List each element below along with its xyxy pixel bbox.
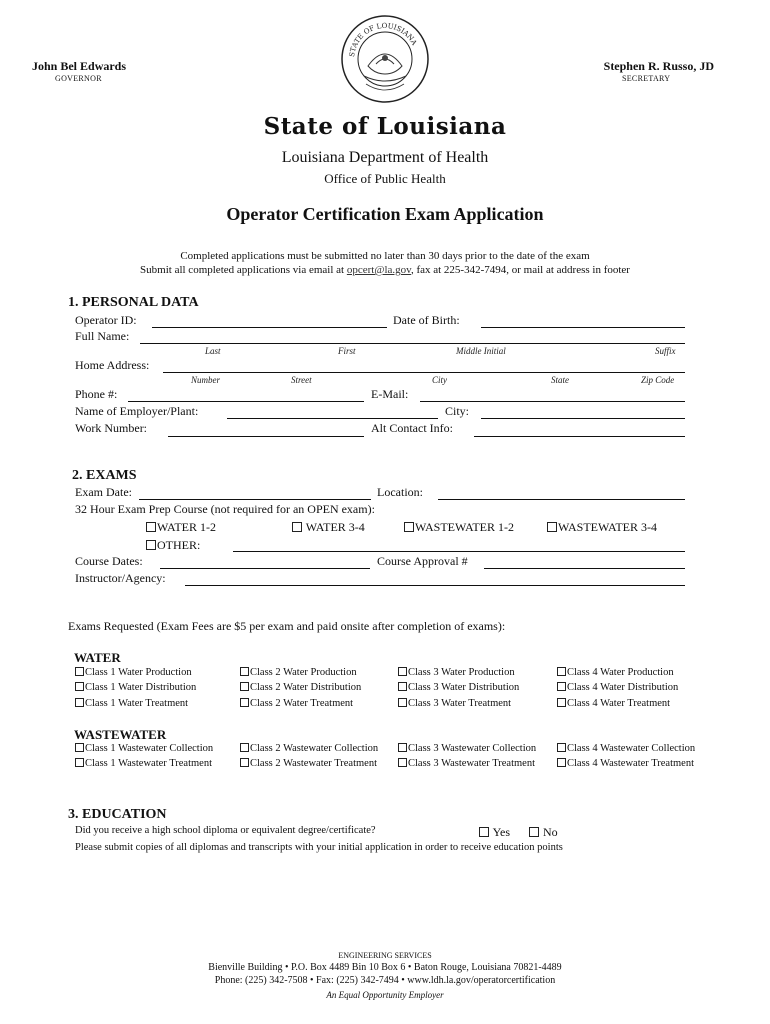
exam-option-label: Class 2 Water Production (250, 667, 357, 678)
checkbox[interactable] (557, 667, 566, 676)
exam-option[interactable] (240, 698, 353, 709)
exam-option[interactable] (398, 682, 519, 693)
dob-label: Date of Birth: (393, 313, 460, 327)
checkbox[interactable] (529, 827, 539, 837)
checkbox[interactable] (292, 522, 302, 532)
checkbox[interactable] (75, 758, 84, 767)
governor-name: John Bel Edwards (32, 59, 127, 73)
home-address-label: Home Address: (75, 358, 150, 372)
diploma-question: Did you receive a high school diploma or equivalent degree/certificate? (75, 825, 376, 836)
exam-option[interactable] (557, 667, 674, 678)
water-heading: WATER (74, 650, 121, 665)
exam-option[interactable] (557, 743, 695, 754)
exam-option-label: Class 2 Water Treatment (250, 697, 354, 709)
dob-field[interactable] (481, 327, 685, 328)
instructor-field[interactable] (185, 585, 685, 586)
employer-field[interactable] (227, 418, 438, 419)
exam-option-label: Class 1 Water Production (85, 667, 192, 678)
exam-date-label: Exam Date: (75, 485, 132, 499)
work-number-field[interactable] (168, 436, 364, 437)
address-part-street: Street (291, 375, 312, 385)
location-label: Location: (377, 485, 423, 499)
diploma-yes[interactable]: Yes (479, 825, 510, 840)
location-field[interactable] (438, 499, 685, 500)
checkbox[interactable] (398, 758, 407, 767)
exam-option[interactable] (240, 667, 357, 678)
footer-address: Bienville Building • P.O. Box 4489 Bin 10 Box 6 • Baton Rouge, Louisiana 70821-4489 (208, 962, 562, 973)
checkbox[interactable] (557, 743, 566, 752)
exam-option-label: Class 1 Water Treatment (85, 697, 189, 709)
course-option-wastewater-3-4[interactable]: WASTEWATER 3-4 (547, 520, 657, 535)
name-part-middle: Middle Initial (456, 346, 506, 356)
diploma-no[interactable]: No (529, 825, 558, 840)
office-name: Office of Public Health (324, 171, 446, 186)
home-address-field[interactable] (163, 372, 685, 373)
secretary-title: SECRETARY (622, 74, 671, 83)
exam-option[interactable] (75, 667, 192, 678)
exam-option-label: Class 4 Water Distribution (567, 682, 679, 694)
governor-title: GOVERNOR (55, 74, 102, 83)
exam-option[interactable] (240, 758, 377, 769)
checkbox[interactable] (398, 698, 407, 707)
checkbox[interactable] (557, 758, 566, 767)
exam-option[interactable] (240, 682, 361, 693)
phone-label: Phone #: (75, 387, 118, 401)
alt-contact-label: Alt Contact Info: (371, 421, 453, 435)
checkbox[interactable] (557, 698, 566, 707)
course-dates-label: Course Dates: (75, 554, 143, 568)
exam-option[interactable] (398, 667, 515, 678)
exam-option-label: Class 1 Wastewater Collection (85, 743, 214, 754)
instructions-line2: Submit all completed applications via email at opcert@la.gov, fax at 225-342-7494, or mail at address in footer (140, 264, 630, 276)
address-part-zip: Zip Code (641, 375, 675, 385)
exam-option[interactable] (557, 682, 678, 693)
full-name-label: Full Name: (75, 329, 130, 343)
checkbox[interactable] (240, 667, 249, 676)
exam-option-label: Class 3 Water Production (408, 667, 515, 678)
work-number-label: Work Number: (75, 421, 148, 435)
department-name: Louisiana Department of Health (281, 149, 489, 166)
exam-option[interactable] (75, 698, 188, 709)
checkbox[interactable] (398, 743, 407, 752)
exam-option[interactable] (557, 698, 670, 709)
checkbox[interactable] (240, 682, 249, 691)
exam-option[interactable] (398, 698, 511, 709)
footer-contact: Phone: (225) 342-7508 • Fax: (225) 342-7494 • www.ldh.la.gov/operatorcertification (214, 975, 556, 986)
checkbox[interactable] (557, 682, 566, 691)
checkbox[interactable] (146, 522, 156, 532)
checkbox[interactable] (240, 743, 249, 752)
exam-option-label: Class 2 Water Distribution (250, 682, 362, 694)
checkbox[interactable] (547, 522, 557, 532)
exam-option-label: Class 2 Wastewater Treatment (250, 758, 377, 770)
exam-option-label: Class 2 Wastewater Collection (250, 743, 379, 754)
checkbox[interactable] (404, 522, 414, 532)
exam-option-label: Class 4 Water Treatment (567, 697, 671, 709)
exam-option[interactable] (75, 743, 213, 754)
checkbox[interactable] (75, 698, 84, 707)
checkbox[interactable] (398, 682, 407, 691)
wastewater-heading: WASTEWATER (74, 727, 167, 742)
alt-contact-field[interactable] (474, 436, 685, 437)
checkbox[interactable] (479, 827, 489, 837)
employer-label: Name of Employer/Plant: (75, 404, 199, 418)
seal-icon (340, 14, 430, 104)
name-part-last: Last (205, 346, 221, 356)
instructions-line1: Completed applications must be submitted no later than 30 days prior to the date of the exam (180, 250, 590, 262)
course-option-other[interactable]: OTHER: (146, 538, 200, 553)
email-label: E-Mail: (371, 387, 409, 401)
course-option-water-3-4[interactable]: WATER 3-4 (292, 520, 365, 535)
state-seal (340, 14, 430, 104)
checkbox[interactable] (146, 540, 156, 550)
course-option-water-1-2[interactable]: WATER 1-2 (146, 520, 216, 535)
exams-requested-label: Exams Requested (Exam Fees are $5 per exam and paid onsite after completion of exams): (68, 619, 506, 633)
exam-option[interactable] (75, 682, 196, 693)
exam-option-label: Class 4 Wastewater Treatment (567, 758, 694, 770)
instructor-label: Instructor/Agency: (75, 571, 166, 585)
exam-option-label: Class 4 Water Production (567, 667, 674, 678)
full-name-field[interactable] (140, 343, 685, 344)
footer-division: ENGINEERING SERVICES (338, 951, 432, 960)
checkbox[interactable] (240, 758, 249, 767)
exam-option[interactable] (557, 758, 694, 769)
exam-option-label: Class 3 Water Distribution (408, 682, 520, 694)
course-option-wastewater-1-2[interactable]: WASTEWATER 1-2 (404, 520, 514, 535)
secretary-name: Stephen R. Russo, JD (603, 59, 714, 73)
exam-option-label: Class 1 Water Distribution (85, 682, 197, 694)
address-part-number: Number (191, 375, 220, 385)
operator-id-field[interactable] (152, 327, 387, 328)
name-part-first: First (338, 346, 356, 356)
name-part-suffix: Suffix (655, 346, 676, 356)
education-note: Please submit copies of all diplomas and transcripts with your initial application in order to receive education points (75, 842, 563, 853)
exam-option-label: Class 3 Wastewater Collection (408, 743, 537, 754)
exam-option-label: Class 4 Wastewater Collection (567, 743, 696, 754)
email-field[interactable] (420, 401, 685, 402)
email-link[interactable]: opcert@la.gov (346, 264, 411, 276)
employer-city-label: City: (445, 404, 470, 418)
education-heading: 3. EDUCATION (68, 807, 167, 822)
phone-field[interactable] (128, 401, 364, 402)
address-part-city: City (432, 375, 447, 385)
exam-option-label: Class 1 Wastewater Treatment (85, 758, 212, 770)
exam-option-label: Class 3 Wastewater Treatment (408, 758, 535, 770)
employer-city-field[interactable] (481, 418, 685, 419)
course-approval-field[interactable] (484, 568, 685, 569)
exam-option[interactable] (398, 758, 535, 769)
personal-heading: 1. PERSONAL DATA (68, 295, 199, 310)
checkbox[interactable] (75, 743, 84, 752)
footer-equal-opportunity: An Equal Opportunity Employer (326, 990, 444, 1000)
address-part-state: State (551, 375, 569, 385)
checkbox[interactable] (240, 698, 249, 707)
exam-option[interactable] (240, 743, 378, 754)
course-dates-field[interactable] (160, 568, 370, 569)
prep-course-label: 32 Hour Exam Prep Course (not required for an OPEN exam): (75, 502, 375, 516)
form-title: Operator Certification Exam Application (226, 204, 544, 224)
checkbox[interactable] (398, 667, 407, 676)
exam-option[interactable] (398, 743, 536, 754)
exam-option-label: Class 3 Water Treatment (408, 697, 512, 709)
exams-heading: 2. EXAMS (72, 468, 137, 483)
other-course-field[interactable] (233, 551, 685, 552)
exam-option[interactable] (75, 758, 212, 769)
operator-id-label: Operator ID: (75, 313, 137, 327)
state-title: State of Louisiana (263, 113, 507, 140)
checkbox[interactable] (75, 667, 84, 676)
course-approval-label: Course Approval # (377, 554, 468, 568)
checkbox[interactable] (75, 682, 84, 691)
seal-text: STATE OF LOUISIANA (348, 21, 419, 58)
exam-date-field[interactable] (139, 499, 371, 500)
